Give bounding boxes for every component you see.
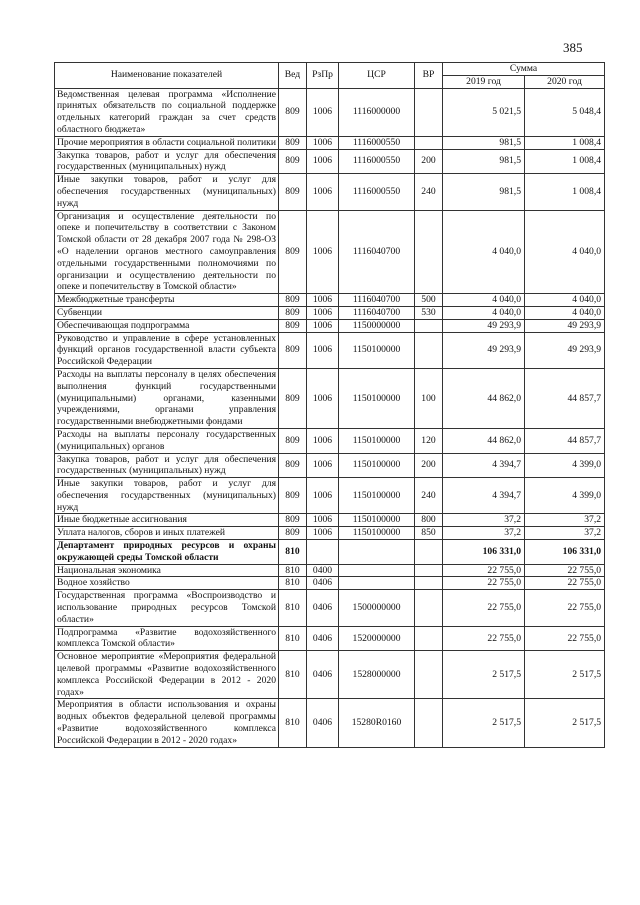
row-sum-2020: 22 755,0 [525,626,605,651]
row-name: Основное мероприятие «Мероприятия федеральной целевой программы «Развитие водохозяйственного комплекса Российской Федерации в 2012 - 2020 годах» [55,651,279,699]
row-vr: 120 [415,428,443,453]
table-row [55,699,605,747]
row-vr [415,651,443,699]
row-csr: 1150100000 [339,428,415,453]
row-vr: 200 [415,453,443,478]
row-csr: 1150100000 [339,514,415,527]
row-sum-2019: 22 755,0 [443,564,525,577]
row-csr: 1150100000 [339,368,415,428]
row-name: Иные бюджетные ассигнования [55,514,279,527]
row-sum-2019: 981,5 [443,136,525,149]
row-rzpr: 1006 [307,332,339,368]
row-csr: 1116000550 [339,174,415,210]
budget-table [54,62,605,748]
row-ved: 809 [279,428,307,453]
row-sum-2020: 44 857,7 [525,368,605,428]
header-csr: ЦСР [339,63,415,89]
table-row [55,540,605,565]
table-body [55,88,605,747]
row-name: Организация и осуществление деятельности по опеке и попечительству в соответствии с Законом Томской области от 28 декабря 2007 года № 298-ОЗ «О наделении органов местного самоуправления отдельными государственными полномочиями по организации и осуществлению деятельности по опеке и попечительству в Томской области» [55,210,279,294]
row-rzpr: 1006 [307,527,339,540]
row-vr: 800 [415,514,443,527]
header-ved: Вед [279,63,307,89]
row-ved: 809 [279,306,307,319]
row-sum-2019: 22 755,0 [443,590,525,626]
row-sum-2020: 4 399,0 [525,453,605,478]
row-sum-2019: 4 394,7 [443,478,525,514]
table-row [55,306,605,319]
row-sum-2020: 1 008,4 [525,174,605,210]
row-vr [415,577,443,590]
header-year-2019: 2019 год [443,75,525,88]
row-sum-2019: 981,5 [443,174,525,210]
row-ved: 809 [279,319,307,332]
table-row [55,453,605,478]
row-ved: 809 [279,210,307,294]
row-ved: 809 [279,149,307,174]
table-row [55,626,605,651]
row-sum-2020: 4 399,0 [525,478,605,514]
table-row [55,174,605,210]
row-name: Закупка товаров, работ и услуг для обеспечения государственных (муниципальных) нужд [55,453,279,478]
row-ved: 809 [279,368,307,428]
row-name: Водное хозяйство [55,577,279,590]
row-name: Субвенции [55,306,279,319]
row-rzpr: 0400 [307,564,339,577]
row-csr [339,577,415,590]
row-sum-2019: 49 293,9 [443,332,525,368]
table-row [55,332,605,368]
row-name: Ведомственная целевая программа «Исполнение принятых обязательств по социальной поддержке отдельных категорий граждан за счет средств областного бюджета» [55,88,279,136]
row-rzpr: 1006 [307,514,339,527]
row-vr [415,136,443,149]
row-name: Иные закупки товаров, работ и услуг для обеспечения государственных (муниципальных) нужд [55,174,279,210]
row-name: Расходы на выплаты персоналу в целях обеспечения выполнения функций государственными (муниципальными) органами, казенными учреждениями, органами управления государственными внебюджетными фондами [55,368,279,428]
row-rzpr: 1006 [307,88,339,136]
row-csr: 1150100000 [339,478,415,514]
row-name: Руководство и управление в сфере установленных функций органов государственной власти субъекта Российской Федерации [55,332,279,368]
row-ved: 809 [279,332,307,368]
row-vr [415,564,443,577]
row-sum-2020: 4 040,0 [525,306,605,319]
row-vr: 850 [415,527,443,540]
row-csr: 1116000550 [339,149,415,174]
row-sum-2020: 2 517,5 [525,699,605,747]
row-name: Обеспечивающая подпрограмма [55,319,279,332]
row-sum-2019: 4 040,0 [443,210,525,294]
row-name: Департамент природных ресурсов и охраны окружающей среды Томской области [55,540,279,565]
row-sum-2020: 2 517,5 [525,651,605,699]
row-rzpr: 0406 [307,651,339,699]
row-sum-2019: 37,2 [443,514,525,527]
row-rzpr: 1006 [307,478,339,514]
header-rzpr: РзПр [307,63,339,89]
row-sum-2019: 44 862,0 [443,368,525,428]
row-ved: 809 [279,478,307,514]
row-vr [415,540,443,565]
row-ved: 810 [279,651,307,699]
row-ved: 809 [279,174,307,210]
row-csr: 1116000550 [339,136,415,149]
row-sum-2019: 2 517,5 [443,651,525,699]
row-sum-2020: 22 755,0 [525,577,605,590]
row-vr: 240 [415,174,443,210]
row-csr [339,540,415,565]
row-sum-2020: 49 293,9 [525,319,605,332]
row-sum-2019: 4 040,0 [443,306,525,319]
row-sum-2019: 22 755,0 [443,577,525,590]
row-vr [415,210,443,294]
table-row [55,514,605,527]
table-row [55,590,605,626]
row-rzpr: 1006 [307,210,339,294]
row-vr [415,590,443,626]
row-vr [415,319,443,332]
table-row [55,136,605,149]
row-sum-2020: 37,2 [525,514,605,527]
row-csr [339,564,415,577]
row-ved: 810 [279,564,307,577]
row-name: Закупка товаров, работ и услуг для обеспечения государственных (муниципальных) нужд [55,149,279,174]
table-row [55,210,605,294]
table-row [55,428,605,453]
row-sum-2020: 22 755,0 [525,590,605,626]
row-csr: 1116040700 [339,294,415,307]
row-sum-2019: 106 331,0 [443,540,525,565]
row-vr [415,88,443,136]
row-csr: 1528000000 [339,651,415,699]
header-year-2020: 2020 год [525,75,605,88]
table-row [55,651,605,699]
row-name: Расходы на выплаты персоналу государственных (муниципальных) органов [55,428,279,453]
row-sum-2019: 4 040,0 [443,294,525,307]
table-row [55,149,605,174]
row-ved: 810 [279,590,307,626]
row-rzpr: 1006 [307,149,339,174]
header-vr: ВР [415,63,443,89]
row-sum-2020: 5 048,4 [525,88,605,136]
row-rzpr: 1006 [307,136,339,149]
table-row [55,319,605,332]
row-sum-2020: 49 293,9 [525,332,605,368]
row-sum-2019: 2 517,5 [443,699,525,747]
header-name: Наименование показателей [55,63,279,89]
row-ved: 810 [279,626,307,651]
page-number: 385 [563,40,583,55]
row-sum-2019: 37,2 [443,527,525,540]
row-ved: 810 [279,540,307,565]
table-row [55,478,605,514]
row-csr: 1116040700 [339,210,415,294]
row-ved: 810 [279,699,307,747]
row-vr: 500 [415,294,443,307]
row-rzpr: 0406 [307,590,339,626]
row-vr [415,332,443,368]
row-csr: 1500000000 [339,590,415,626]
row-sum-2020: 4 040,0 [525,210,605,294]
row-rzpr: 1006 [307,428,339,453]
row-sum-2019: 22 755,0 [443,626,525,651]
row-rzpr: 1006 [307,453,339,478]
row-sum-2019: 981,5 [443,149,525,174]
row-rzpr: 1006 [307,319,339,332]
row-csr: 15280R0160 [339,699,415,747]
table-row [55,368,605,428]
row-ved: 809 [279,294,307,307]
row-name: Межбюджетные трансферты [55,294,279,307]
row-sum-2020: 106 331,0 [525,540,605,565]
row-csr: 1150100000 [339,332,415,368]
row-sum-2020: 22 755,0 [525,564,605,577]
row-csr: 1150100000 [339,453,415,478]
row-ved: 809 [279,453,307,478]
row-csr: 1116040700 [339,306,415,319]
row-rzpr: 0406 [307,699,339,747]
row-sum-2020: 1 008,4 [525,149,605,174]
table-row [55,294,605,307]
row-ved: 810 [279,577,307,590]
table-row [55,527,605,540]
row-name: Уплата налогов, сборов и иных платежей [55,527,279,540]
row-name: Подпрограмма «Развитие водохозяйственного комплекса Томской области» [55,626,279,651]
row-sum-2020: 44 857,7 [525,428,605,453]
row-csr: 1116000000 [339,88,415,136]
row-ved: 809 [279,514,307,527]
row-sum-2019: 44 862,0 [443,428,525,453]
row-vr: 530 [415,306,443,319]
row-vr: 100 [415,368,443,428]
row-vr [415,626,443,651]
row-name: Иные закупки товаров, работ и услуг для обеспечения государственных (муниципальных) нужд [55,478,279,514]
header-sum: Сумма [443,63,605,76]
row-name: Национальная экономика [55,564,279,577]
row-sum-2019: 49 293,9 [443,319,525,332]
table-row [55,88,605,136]
row-name: Государственная программа «Воспроизводство и использование природных ресурсов Томской области» [55,590,279,626]
row-sum-2019: 4 394,7 [443,453,525,478]
row-sum-2020: 1 008,4 [525,136,605,149]
row-rzpr: 1006 [307,306,339,319]
table-row [55,577,605,590]
row-rzpr: 1006 [307,368,339,428]
row-ved: 809 [279,136,307,149]
row-csr: 1150100000 [339,527,415,540]
row-vr: 200 [415,149,443,174]
row-rzpr: 1006 [307,174,339,210]
table-row [55,564,605,577]
row-sum-2020: 37,2 [525,527,605,540]
row-name: Прочие мероприятия в области социальной политики [55,136,279,149]
row-rzpr: 1006 [307,294,339,307]
row-sum-2019: 5 021,5 [443,88,525,136]
row-rzpr: 0406 [307,626,339,651]
row-vr: 240 [415,478,443,514]
row-name: Мероприятия в области использования и охраны водных объектов федеральной целевой программы «Развитие водохозяйственного комплекса Российской Федерации в 2012 - 2020 годах» [55,699,279,747]
row-vr [415,699,443,747]
row-csr: 1150000000 [339,319,415,332]
row-rzpr: 0406 [307,577,339,590]
row-ved: 809 [279,88,307,136]
row-rzpr [307,540,339,565]
row-sum-2020: 4 040,0 [525,294,605,307]
row-csr: 1520000000 [339,626,415,651]
row-ved: 809 [279,527,307,540]
